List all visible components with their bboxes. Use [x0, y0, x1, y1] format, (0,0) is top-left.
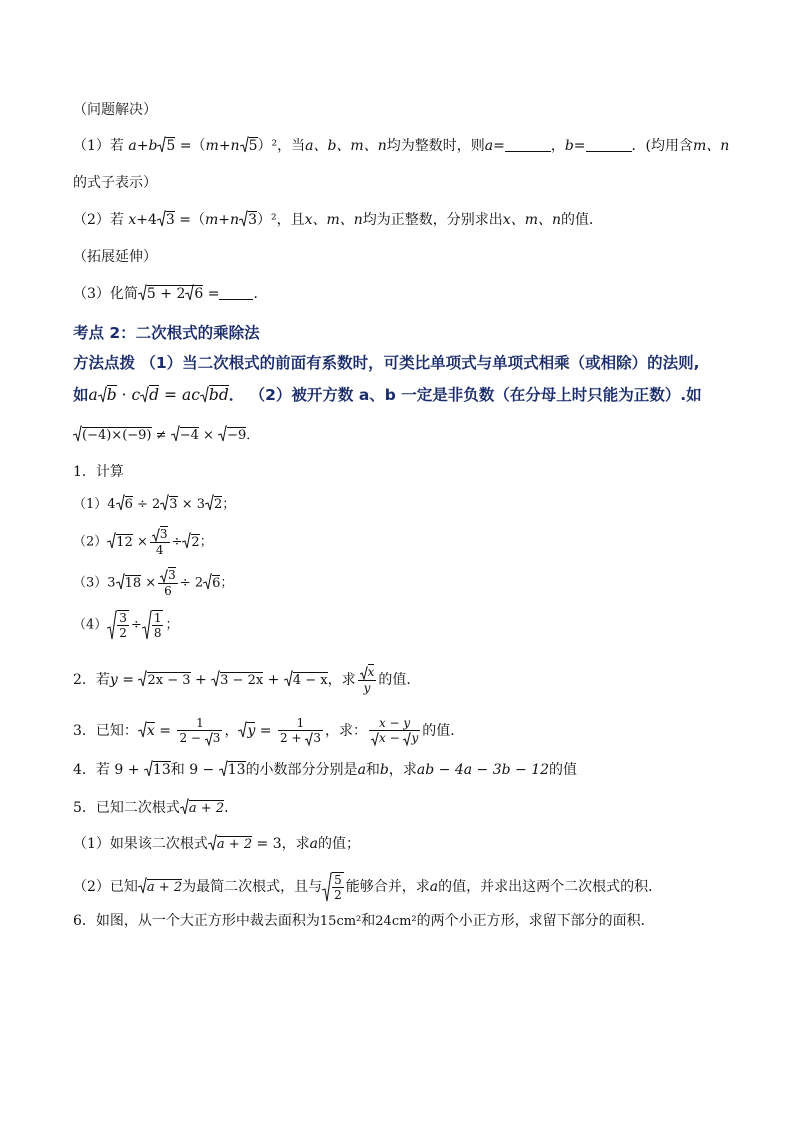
question-3: （3）化简 5 + 2 6 = ． [73, 286, 268, 302]
example-formula: a b · c d = ac bd [88, 386, 229, 404]
question-2: （2）若 x+4 3 =（m+n 3）²，且x、m、n均为正整数，分别求出x、m、n的值． [73, 212, 603, 228]
problem-solving-tag: （问题解决） [73, 102, 157, 118]
problem-1b: （2） 12 × $\frac{3}{4}$ ÷ 2； [73, 527, 213, 557]
radical-sign-icon [107, 532, 116, 550]
problem-4: 4．若 9 + 13和 9 − 13的小数部分分别是a和b，求ab − 4a − 3b − 12的值 [73, 762, 578, 778]
radical-sign-icon [322, 872, 332, 902]
radical-sign-icon [138, 284, 147, 302]
radical-sign-icon [203, 573, 212, 591]
radical-sign-icon [200, 386, 209, 404]
radical-sign-icon [360, 666, 368, 680]
section-title: 考点 2：二次根式的乘除法 [73, 324, 260, 342]
fraction: $\frac{1}{8}$ [153, 611, 162, 640]
radical-sign-icon [171, 425, 180, 443]
radical-sign-icon [107, 610, 117, 640]
radical-sign-icon [180, 798, 189, 816]
fraction: $\frac{x}{y}$ [358, 665, 377, 695]
radical-sign-icon [219, 760, 228, 778]
problem-6: 6．如图，从一个大正方形中裁去面积为15cm²和24cm²的两个小正方形，求留下部分的面积． [73, 913, 655, 929]
radical-sign-icon [205, 732, 213, 746]
problem-5-part-1: （1）如果该二次根式 a + 2 = 3，求a的值； [73, 836, 361, 852]
radical-sign-icon [371, 732, 379, 746]
radical-sign-icon [205, 494, 214, 512]
radical-sign-icon [240, 136, 249, 154]
fraction: $\frac{1}{2 - 3}$ [179, 716, 221, 745]
problem-2: 2．若y = 2x − 3 + 3 − 2x + 4 − x，求 $\frac{x}{y}$ 的值． [73, 665, 421, 695]
radical-sign-icon [218, 425, 227, 443]
radical-sign-icon [116, 573, 125, 591]
answer-blank-a[interactable] [505, 137, 551, 152]
radical-sign-icon [73, 425, 82, 443]
radical-sign-icon [138, 877, 147, 895]
question-1-line-2: 的式子表示） [73, 175, 157, 191]
radical-sign-icon [144, 760, 153, 778]
problem-5-part-2: （2）已知 a + 2为最简二次根式，且与 $\frac{5}{2}$ 能够合并，求a的值，并求出这两个二次根式的积． [73, 873, 663, 902]
radical-sign-icon [138, 721, 147, 739]
fraction: $\frac{3}{6}$ [158, 568, 178, 598]
method-tip-line-3: (−4)×(−9) ≠ −4 × −9． [73, 425, 259, 446]
fraction: $\frac{5}{2}$ [334, 873, 342, 902]
answer-blank-b[interactable] [586, 137, 632, 152]
method-tip-line-2: 如a b · c d = ac bd． （2）被开方数 a、b 一定是非负数（在分母上时只能为正数）.如 [73, 386, 702, 404]
problem-5: 5．已知二次根式 a + 2． [73, 800, 239, 816]
fraction: $\frac{1}{2 + 3}$ [280, 716, 321, 745]
radical-sign-icon [140, 386, 149, 404]
radical-sign-icon [239, 210, 248, 228]
problem-1a: （1）4 6 ÷ 2 3 × 3 2； [73, 494, 235, 515]
radical-sign-icon [160, 494, 169, 512]
radical-sign-icon [116, 494, 125, 512]
extension-tag: （拓展延伸） [73, 249, 157, 265]
radical-sign-icon [208, 834, 217, 852]
question-1: （1）若 a+b 5 =（m+n 5）²，当a、b、m、n均为整数时，则a= ，b= ．(均用含m、n [73, 138, 730, 154]
problem-1c: （3）3 18 × $\frac{3}{6}$ ÷ 2 6； [73, 568, 234, 598]
fraction: $\frac{3}{4}$ [150, 527, 170, 557]
radical-sign-icon [157, 210, 166, 228]
problem-1-title: 1．计算 [73, 464, 124, 480]
answer-blank-q3[interactable] [219, 285, 253, 300]
radical-sign-icon [98, 386, 107, 404]
radical-sign-icon [142, 610, 152, 640]
radical-sign-icon [160, 569, 168, 583]
method-tip-line-1: 方法点拨 （1）当二次根式的前面有系数时，可类比单项式与单项式相乘（或相除）的法则, [73, 354, 700, 372]
problem-3: 3．已知： x = $\frac{1}{2 - 3}$ ， y = $\frac{1}{2 + 3}$ ，求： $\frac{x - y}{x - y}$ 的值． [73, 716, 465, 745]
fraction: $\frac{x - y}{x - y}$ [369, 716, 420, 746]
radical-sign-icon [152, 528, 160, 542]
fraction: $\frac{3}{2}$ [119, 611, 127, 640]
radical-sign-icon [284, 670, 293, 688]
radical-sign-icon [211, 670, 220, 688]
problem-1d: （4） $\frac{3}{2}$ ÷ $\frac{1}{8}$ ； [73, 611, 179, 640]
